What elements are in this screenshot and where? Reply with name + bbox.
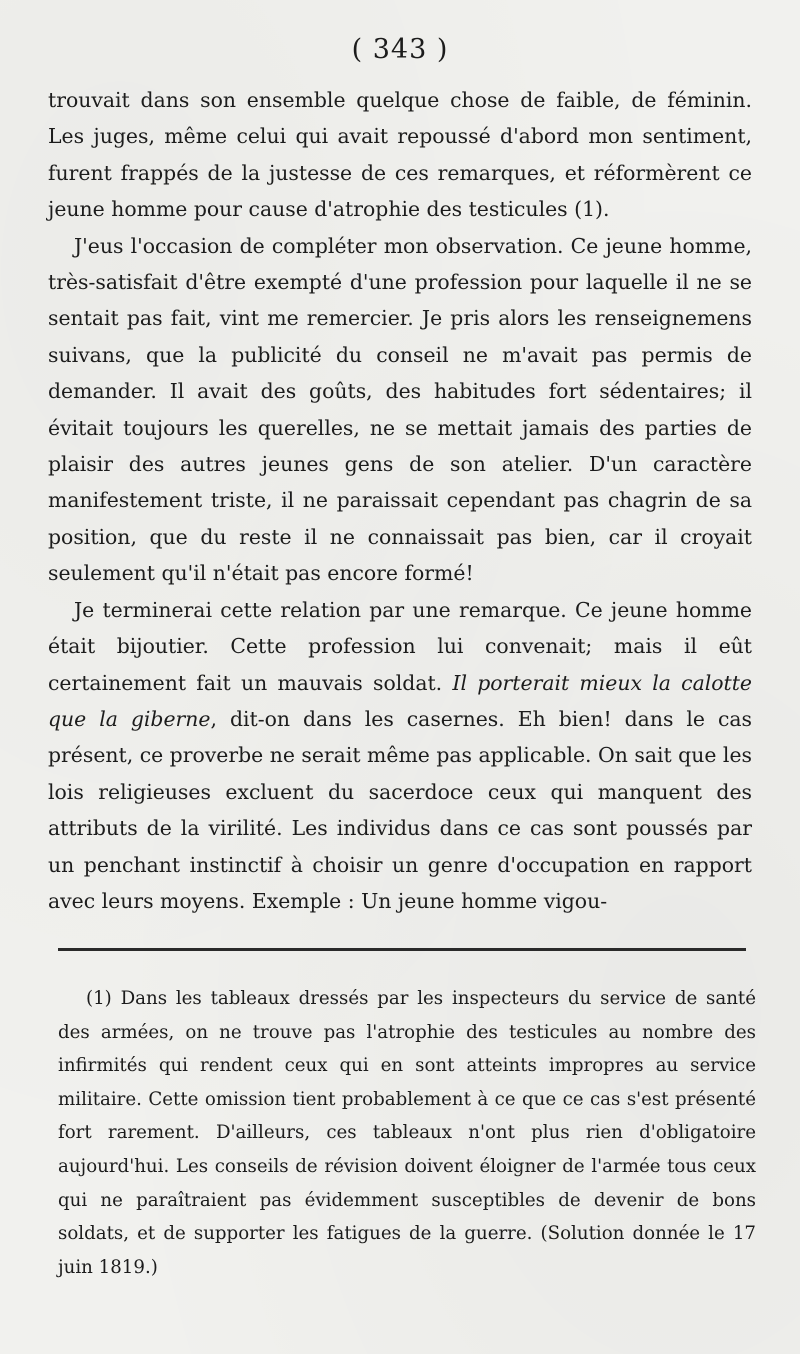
paragraph-3-end: , dit-on dans les casernes. Eh bien! dans le cas présent, ce proverbe ne serait même pas applicable. On sait que les lois religieuses excluent du sacerdoce ceux qui manquent des attributs de la virilité. Les individus dans ce cas sont poussés par un penchant instinctif à choisir un genre d'occupation en rapport avec leurs moyens. Exemple : Un jeune homme vigou- — [48, 706, 752, 913]
page-number: ( 343 ) — [351, 34, 449, 65]
footnote — [58, 982, 756, 1284]
footnote-1: (1) Dans les tableaux dressés par les inspecteurs du service de santé des armées, on ne trouve pas l'atrophie des testicules au nombre des infirmités qui rendent ceux qui en sont atteints impropres au service militaire. Cette omission tient probablement à ce que ce cas s'est présenté fort rarement. D'ailleurs, ces tableaux n'ont plus rien d'obligatoire aujourd'hui. Les conseils de révision doivent éloigner de l'armée tous ceux qui ne paraîtraient pas évidemment susceptibles de devenir de bons soldats, et de supporter les fatigues de la guerre. (Solution donnée le 17 juin 1819.) — [58, 988, 756, 1278]
proverb-italic: Il porterait mieux la calotte que la giberne — [48, 670, 752, 731]
paragraph-3-start: Je terminerai cette relation par une remarque. Ce jeune homme était bijoutier. Cette profession lui convenait; mais il eût certainement fait un mauvais soldat. — [48, 597, 752, 695]
paragraph-3 — [48, 592, 752, 920]
paragraph-1: trouvait dans son ensemble quelque chose de faible, de féminin. Les juges, même celui qui avait repoussé d'abord mon sentiment, furent frappés de la justesse de ces remarques, et réformèrent ce jeune homme pour cause d'atrophie des testicules (1). — [48, 88, 752, 222]
footnote-separator-rule — [58, 948, 746, 951]
main-text — [48, 82, 752, 919]
paragraph-2: J'eus l'occasion de compléter mon observation. Ce jeune homme, très-satisfait d'être exempté d'une profession pour laquelle il ne se sentait pas fait, vint me remercier. Je pris alors les renseignemens suivans, que la publicité du conseil ne m'avait pas permis de demander. Il avait des goûts, des habitudes fort sédentaires; il évitait toujours les querelles, ne se mettait jamais des parties de plaisir des autres jeunes gens de son atelier. D'un caractère manifestement triste, il ne paraissait cependant pas chagrin de sa position, que du reste il ne connaissait pas bien, car il croyait seulement qu'il n'était pas encore formé! — [48, 233, 752, 586]
